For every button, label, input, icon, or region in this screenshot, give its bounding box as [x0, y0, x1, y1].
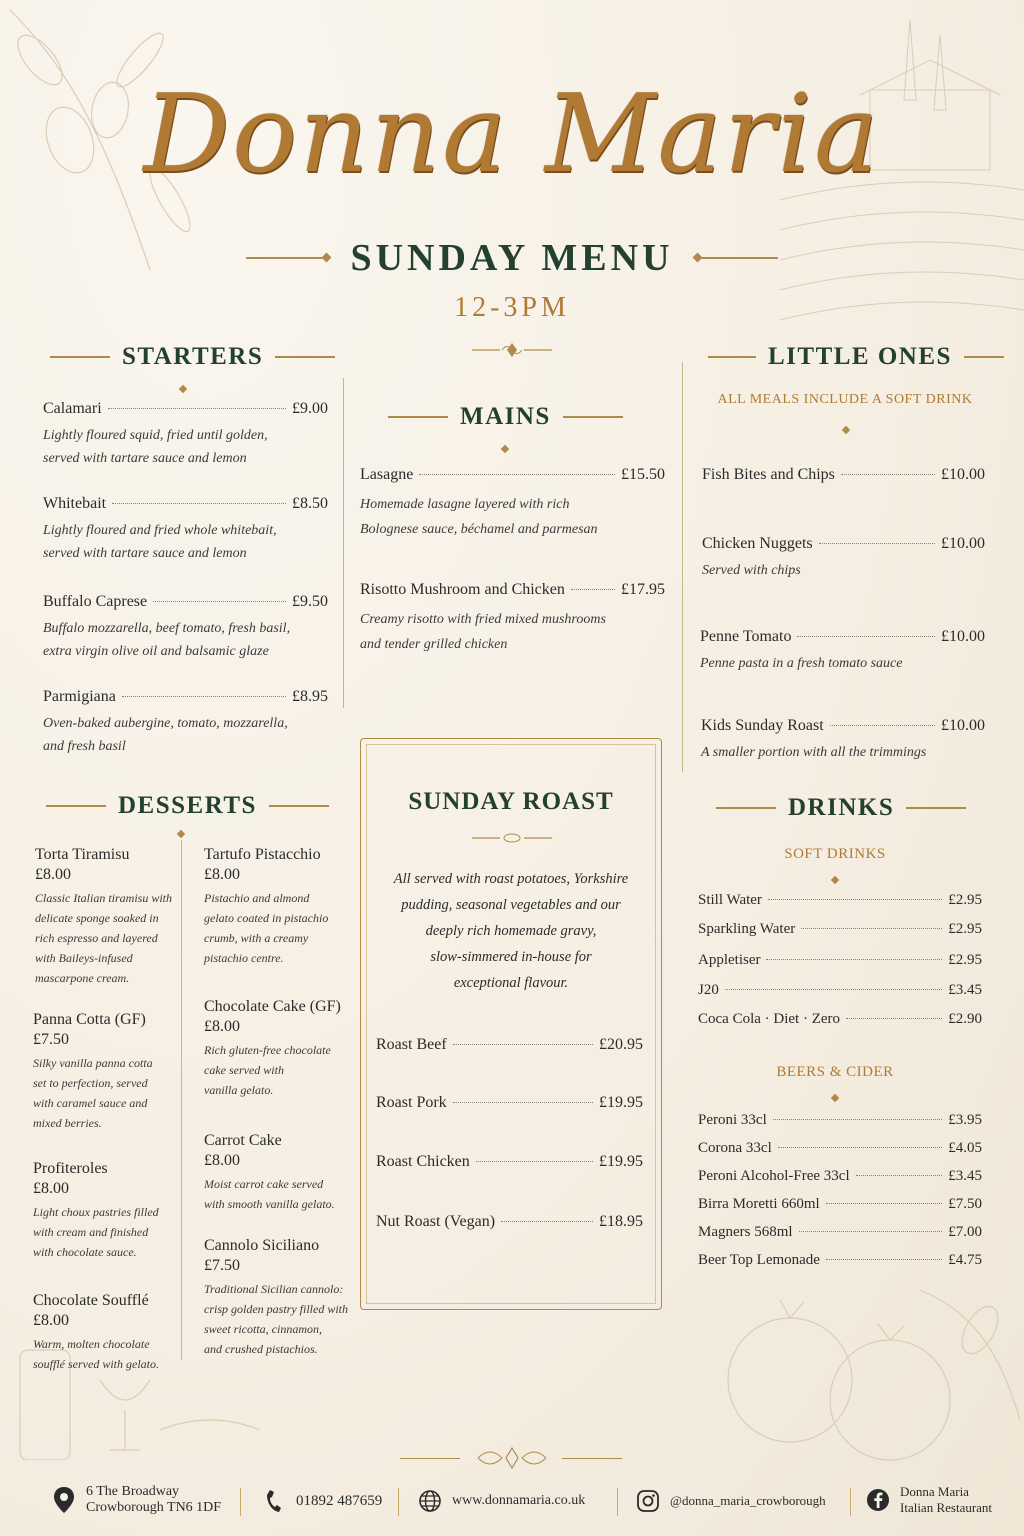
item-name: Chicken Nuggets: [702, 535, 813, 552]
menu-item: [360, 581, 665, 657]
item-description: Warm, molten chocolate: [33, 1337, 150, 1351]
item-price: £7.00: [948, 1224, 982, 1240]
item-name: Birra Moretti 660ml: [698, 1196, 820, 1212]
diamond-ornament: [831, 876, 839, 884]
dessert-item: [204, 846, 352, 968]
item-description: Rich gluten-free chocolate: [204, 1043, 331, 1057]
item-name: Coca Cola · Diet · Zero: [698, 1011, 841, 1027]
item-name: Kids Sunday Roast: [701, 717, 824, 734]
intro-line: All served with roast potatoes, Yorkshire: [393, 871, 629, 887]
menu-title: SUNDAY MENU: [350, 237, 674, 279]
item-name: Penne Tomato: [700, 628, 792, 645]
item-name: Roast Chicken: [376, 1153, 470, 1170]
drinks-title: DRINKS: [788, 794, 895, 821]
item-description: with Baileys-infused: [35, 951, 133, 965]
menu-item: [43, 495, 328, 565]
soft-drinks-subheading: SOFT DRINKS: [784, 846, 886, 862]
item-price: £7.50: [948, 1196, 982, 1212]
item-price: £17.95: [621, 581, 665, 598]
rule: [964, 356, 1004, 358]
roast-item: [376, 1094, 643, 1112]
title-rule-right: [698, 257, 778, 259]
item-price: £2.90: [948, 1011, 982, 1027]
item-price: £8.00: [35, 866, 71, 883]
intro-line: deeply rich homemade gravy,: [425, 923, 597, 939]
item-price: £19.95: [599, 1153, 643, 1170]
item-description: soufflé served with gelato.: [33, 1357, 159, 1371]
item-price: £10.00: [941, 466, 985, 483]
menu-item: [701, 717, 985, 764]
item-description: and tender grilled chicken: [360, 637, 508, 652]
item-price: £9.50: [292, 593, 328, 610]
item-price: £8.00: [33, 1180, 69, 1197]
instagram-icon: [636, 1489, 660, 1513]
item-description: with caramel sauce and: [33, 1096, 148, 1110]
menu-item: [43, 400, 328, 470]
item-price: £15.50: [621, 466, 665, 483]
address: [52, 1484, 221, 1516]
facebook-name[interactable]: Italian Restaurant: [900, 1500, 993, 1515]
dessert-item: [33, 1160, 181, 1262]
item-price: £2.95: [948, 892, 982, 908]
item-description: Classic Italian tiramisu with: [35, 891, 173, 905]
item-name: Tartufo Pistacchio: [204, 846, 321, 863]
drink-item: [698, 1112, 982, 1129]
item-name: Peroni 33cl: [698, 1112, 767, 1128]
dessert-item: [35, 846, 183, 988]
facebook-icon: [866, 1488, 890, 1512]
dessert-item: [204, 998, 352, 1100]
diamond-ornament: [842, 426, 850, 434]
item-name: Roast Pork: [376, 1094, 447, 1111]
item-description: delicate sponge soaked in: [35, 911, 159, 925]
item-name: Roast Beef: [376, 1036, 447, 1053]
item-name: Corona 33cl: [698, 1140, 772, 1156]
item-price: £2.95: [948, 921, 982, 937]
item-price: £10.00: [941, 628, 985, 645]
item-price: £2.95: [948, 952, 982, 968]
item-name: Beer Top Lemonade: [698, 1252, 820, 1268]
item-price: £8.00: [204, 1152, 240, 1169]
mains-title: MAINS: [460, 403, 551, 430]
footer-flourish: [468, 1444, 556, 1472]
item-description: pistachio centre.: [204, 951, 284, 965]
mains-heading: [388, 403, 623, 431]
rule: [50, 356, 110, 358]
restaurant-name: Donna Maria: [143, 72, 881, 197]
item-description: rich espresso and layered: [35, 931, 158, 945]
tomato-illustration: [680, 1270, 1024, 1470]
item-name: Buffalo Caprese: [43, 593, 148, 610]
footer-separator: [850, 1488, 851, 1516]
item-description: and crushed pistachios.: [204, 1342, 318, 1356]
item-price: £10.00: [941, 535, 985, 552]
item-price: £9.00: [292, 400, 328, 417]
item-description: with cream and finished: [33, 1225, 149, 1239]
item-price: £3.95: [948, 1112, 982, 1128]
item-description: Penne pasta in a fresh tomato sauce: [700, 656, 903, 671]
item-price: £8.95: [292, 688, 328, 705]
item-description: Light choux pastries filled: [33, 1205, 159, 1219]
item-price: £20.95: [599, 1036, 643, 1053]
starters-title: STARTERS: [122, 343, 264, 370]
item-description: Lightly floured and fried whole whitebait,: [43, 523, 277, 538]
beers-subheading: BEERS & CIDER: [776, 1064, 894, 1080]
item-price: £4.75: [948, 1252, 982, 1268]
item-description: Moist carrot cake served: [204, 1177, 324, 1191]
roast-item: [376, 1153, 643, 1171]
drink-item: [698, 1168, 982, 1185]
column-divider-right: [682, 362, 683, 772]
footer-separator: [240, 1488, 241, 1516]
little-ones-note: ALL MEALS INCLUDE A SOFT DRINK: [717, 392, 973, 407]
drink-item: [698, 1252, 982, 1269]
dessert-item: [33, 1011, 181, 1133]
facebook-name[interactable]: Donna Maria: [900, 1484, 969, 1499]
item-description: served with tartare sauce and lemon: [43, 451, 247, 466]
item-name: Cannolo Siciliano: [204, 1237, 320, 1254]
item-price: £8.00: [204, 1018, 240, 1035]
item-name: Still Water: [698, 892, 762, 908]
footer-separator: [617, 1488, 618, 1516]
item-description: Traditional Sicilian cannolo:: [204, 1282, 344, 1296]
menu-title-row: [0, 236, 1024, 280]
drink-item: [698, 1140, 982, 1157]
phone[interactable]: [262, 1489, 382, 1513]
item-description: Served with chips: [702, 563, 801, 578]
item-description: crumb, with a creamy: [204, 931, 309, 945]
desserts-heading: [46, 792, 329, 820]
menu-item: [702, 535, 985, 582]
title-rule-left: [246, 257, 326, 259]
item-price: £8.00: [204, 866, 240, 883]
item-description: Homemade lasagne layered with rich: [360, 497, 570, 512]
roast-item: [376, 1036, 643, 1054]
item-name: Risotto Mushroom and Chicken: [360, 581, 565, 598]
menu-item: [360, 466, 665, 542]
phone-icon: [262, 1489, 286, 1513]
item-price: £19.95: [599, 1094, 643, 1111]
address-line: Crowborough TN6 1DF: [86, 1500, 222, 1515]
item-price: £8.50: [292, 495, 328, 512]
rule: [275, 356, 335, 358]
footer-rule-right: [562, 1458, 622, 1459]
item-name: Torta Tiramisu: [35, 846, 130, 863]
item-price: £3.45: [948, 982, 982, 998]
diamond-ornament: [179, 385, 187, 393]
item-name: Peroni Alcohol-Free 33cl: [698, 1168, 850, 1184]
rule: [46, 805, 106, 807]
item-name: Carrot Cake: [204, 1132, 282, 1149]
drink-item: [698, 982, 982, 999]
dessert-item: [204, 1237, 354, 1359]
roast-item: [376, 1213, 643, 1231]
drink-item: [698, 1196, 982, 1213]
desserts-title: DESSERTS: [118, 792, 257, 819]
rule: [388, 416, 448, 418]
drink-item: [698, 952, 982, 969]
rule: [906, 807, 966, 809]
website-link[interactable]: www.donnamaria.co.uk: [452, 1493, 586, 1508]
item-price: £8.00: [33, 1312, 69, 1329]
item-name: Lasagne: [360, 466, 414, 483]
item-description: with smooth vanilla gelato.: [204, 1197, 335, 1211]
rule: [269, 805, 329, 807]
item-description: vanilla gelato.: [204, 1083, 274, 1097]
phone-number[interactable]: 01892 487659: [296, 1492, 383, 1509]
serving-hours: 12-3PM: [454, 292, 570, 323]
diamond-ornament: [177, 830, 185, 838]
item-name: Chocolate Cake (GF): [204, 998, 341, 1015]
item-price: £7.50: [204, 1257, 240, 1274]
item-description: mascarpone cream.: [35, 971, 130, 985]
item-name: Fish Bites and Chips: [702, 466, 835, 483]
dessert-item: [33, 1292, 181, 1374]
item-price: £18.95: [599, 1213, 643, 1230]
instagram[interactable]: [636, 1489, 826, 1513]
little-ones-heading: [708, 343, 1004, 371]
menu-item: [43, 593, 328, 663]
item-name: Panna Cotta (GF): [33, 1011, 146, 1028]
item-name: Calamari: [43, 400, 102, 417]
rule: [563, 416, 623, 418]
menu-item: [43, 688, 328, 758]
rule: [716, 807, 776, 809]
item-price: £10.00: [941, 717, 985, 734]
drink-item: [698, 921, 982, 938]
item-description: set to perfection, served: [33, 1076, 148, 1090]
item-description: A smaller portion with all the trimmings: [701, 745, 927, 760]
item-description: cake served with: [204, 1063, 284, 1077]
item-name: Magners 568ml: [698, 1224, 793, 1240]
flourish-ornament: [472, 340, 552, 360]
item-price: £3.45: [948, 1168, 982, 1184]
footer-rule-left: [400, 1458, 460, 1459]
footer-separator: [398, 1488, 399, 1516]
item-name: Whitebait: [43, 495, 107, 512]
website[interactable]: [418, 1489, 585, 1513]
item-name: Nut Roast (Vegan): [376, 1213, 496, 1230]
item-description: Bolognese sauce, béchamel and parmesan: [360, 522, 598, 537]
intro-line: slow-simmered in-house for: [430, 949, 592, 965]
facebook[interactable]: [866, 1484, 992, 1516]
item-name: J20: [698, 982, 719, 998]
item-description: mixed berries.: [33, 1116, 102, 1130]
item-description: and fresh basil: [43, 739, 126, 754]
item-description: Creamy risotto with fried mixed mushrooms: [360, 612, 606, 627]
instagram-handle[interactable]: @donna_maria_crowborough: [670, 1493, 826, 1508]
address-line: 6 The Broadway: [86, 1484, 180, 1499]
dessert-item: [204, 1132, 354, 1214]
item-description: with chocolate sauce.: [33, 1245, 137, 1259]
sunday-roast-intro: [385, 866, 637, 996]
item-price: £4.05: [948, 1140, 982, 1156]
drink-item: [698, 1011, 982, 1028]
diamond-ornament: [831, 1094, 839, 1102]
rule: [708, 356, 756, 358]
item-name: Parmigiana: [43, 688, 116, 705]
menu-item: [700, 628, 985, 675]
item-description: Silky vanilla panna cotta: [33, 1056, 153, 1070]
drink-item: [698, 1224, 982, 1241]
item-description: extra virgin olive oil and balsamic glaze: [43, 644, 269, 659]
item-description: Oven-baked aubergine, tomato, mozzarella,: [43, 716, 288, 731]
item-name: Sparkling Water: [698, 921, 796, 937]
item-description: sweet ricotta, cinnamon,: [204, 1322, 322, 1336]
drinks-heading: [716, 794, 966, 822]
item-description: crisp golden pastry filled with: [204, 1302, 348, 1316]
location-pin-icon: [52, 1488, 76, 1512]
starters-heading: [50, 343, 335, 371]
item-name: Chocolate Soufflé: [33, 1292, 149, 1309]
item-description: served with tartare sauce and lemon: [43, 546, 247, 561]
item-description: gelato coated in pistachio: [204, 911, 329, 925]
globe-icon: [418, 1489, 442, 1513]
intro-line: exceptional flavour.: [453, 975, 569, 991]
item-description: Lightly floured squid, fried until golden,: [43, 428, 268, 443]
column-divider-left: [343, 378, 344, 708]
sunday-roast-title: SUNDAY ROAST: [408, 788, 614, 815]
intro-line: pudding, seasonal vegetables and our: [401, 897, 621, 913]
drink-item: [698, 892, 982, 909]
item-name: Appletiser: [698, 952, 761, 968]
menu-item: [702, 466, 985, 484]
diamond-ornament: [501, 445, 509, 453]
little-ones-title: LITTLE ONES: [768, 343, 952, 370]
item-description: Pistachio and almond: [204, 891, 310, 905]
item-description: Buffalo mozzarella, beef tomato, fresh basil,: [43, 621, 291, 636]
item-name: Profiteroles: [33, 1160, 108, 1177]
item-price: £7.50: [33, 1031, 69, 1048]
